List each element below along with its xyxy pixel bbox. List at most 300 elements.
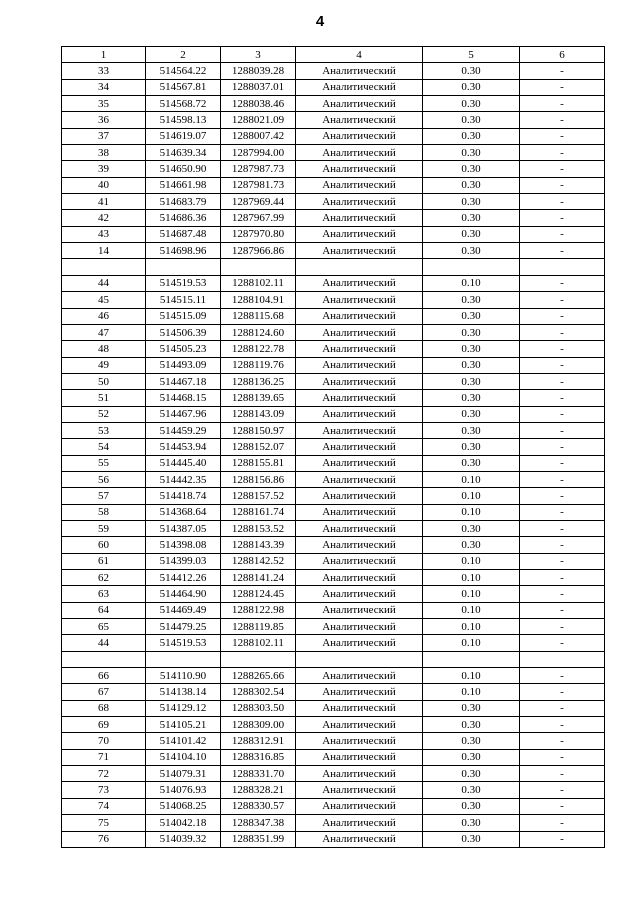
method-cell: Аналитический [296, 504, 423, 520]
y-coordinate-cell: 1288152.07 [221, 439, 296, 455]
y-coordinate-cell: 1288102.11 [221, 635, 296, 651]
accuracy-cell: 0.10 [423, 275, 520, 291]
accuracy-cell: 0.10 [423, 619, 520, 635]
accuracy-cell: 0.30 [423, 406, 520, 422]
column-header: 6 [520, 47, 605, 63]
accuracy-cell: 0.10 [423, 570, 520, 586]
x-coordinate-cell: 514567.81 [146, 79, 221, 95]
column-header: 4 [296, 47, 423, 63]
y-coordinate-cell: 1288157.52 [221, 488, 296, 504]
y-coordinate-cell: 1288331.70 [221, 766, 296, 782]
accuracy-cell [423, 259, 520, 275]
point-number-cell: 14 [62, 243, 146, 259]
column-header: 1 [62, 47, 146, 63]
method-cell: Аналитический [296, 128, 423, 144]
point-number-cell: 47 [62, 324, 146, 340]
method-cell: Аналитический [296, 63, 423, 79]
point-number-cell: 58 [62, 504, 146, 520]
x-coordinate-cell: 514619.07 [146, 128, 221, 144]
point-number-cell [62, 651, 146, 667]
note-cell: - [520, 798, 605, 814]
table-row [62, 602, 605, 618]
accuracy-cell: 0.30 [423, 112, 520, 128]
method-cell: Аналитический [296, 324, 423, 340]
point-number-cell: 49 [62, 357, 146, 373]
table-row [62, 210, 605, 226]
x-coordinate-cell [146, 259, 221, 275]
y-coordinate-cell: 1288312.91 [221, 733, 296, 749]
x-coordinate-cell: 514468.15 [146, 390, 221, 406]
table-row [62, 798, 605, 814]
method-cell: Аналитический [296, 668, 423, 684]
point-number-cell: 60 [62, 537, 146, 553]
table-row [62, 815, 605, 831]
table-row [62, 684, 605, 700]
accuracy-cell: 0.30 [423, 439, 520, 455]
note-cell: - [520, 324, 605, 340]
method-cell: Аналитический [296, 341, 423, 357]
method-cell: Аналитический [296, 177, 423, 193]
x-coordinate-cell: 514459.29 [146, 422, 221, 438]
method-cell: Аналитический [296, 553, 423, 569]
method-cell: Аналитический [296, 782, 423, 798]
y-coordinate-cell: 1288156.86 [221, 471, 296, 487]
table-row [62, 422, 605, 438]
accuracy-cell: 0.10 [423, 602, 520, 618]
point-number-cell: 39 [62, 161, 146, 177]
x-coordinate-cell: 514650.90 [146, 161, 221, 177]
accuracy-cell: 0.30 [423, 324, 520, 340]
note-cell: - [520, 63, 605, 79]
table-row [62, 79, 605, 95]
x-coordinate-cell: 514598.13 [146, 112, 221, 128]
table-row [62, 341, 605, 357]
note-cell: - [520, 668, 605, 684]
accuracy-cell: 0.30 [423, 341, 520, 357]
table-row [62, 194, 605, 210]
x-coordinate-cell: 514442.35 [146, 471, 221, 487]
note-cell: - [520, 717, 605, 733]
x-coordinate-cell: 514505.23 [146, 341, 221, 357]
accuracy-cell: 0.30 [423, 357, 520, 373]
point-number-cell: 44 [62, 635, 146, 651]
y-coordinate-cell: 1288141.24 [221, 570, 296, 586]
accuracy-cell: 0.10 [423, 668, 520, 684]
point-number-cell: 46 [62, 308, 146, 324]
table-row [62, 471, 605, 487]
y-coordinate-cell: 1287966.86 [221, 243, 296, 259]
x-coordinate-cell: 514661.98 [146, 177, 221, 193]
page-number: 4 [315, 13, 325, 30]
y-coordinate-cell: 1288328.21 [221, 782, 296, 798]
point-number-cell: 38 [62, 145, 146, 161]
table-row [62, 570, 605, 586]
y-coordinate-cell: 1288122.78 [221, 341, 296, 357]
x-coordinate-cell: 514368.64 [146, 504, 221, 520]
note-cell: - [520, 782, 605, 798]
method-cell: Аналитический [296, 422, 423, 438]
accuracy-cell: 0.30 [423, 226, 520, 242]
accuracy-cell: 0.30 [423, 717, 520, 733]
table-row [62, 782, 605, 798]
note-cell: - [520, 79, 605, 95]
method-cell: Аналитический [296, 194, 423, 210]
table-row [62, 504, 605, 520]
y-coordinate-cell: 1288265.66 [221, 668, 296, 684]
method-cell [296, 651, 423, 667]
table-row [62, 390, 605, 406]
y-coordinate-cell [221, 259, 296, 275]
note-cell: - [520, 749, 605, 765]
method-cell: Аналитический [296, 210, 423, 226]
note-cell: - [520, 406, 605, 422]
accuracy-cell [423, 651, 520, 667]
table-row [62, 488, 605, 504]
note-cell: - [520, 243, 605, 259]
point-number-cell: 64 [62, 602, 146, 618]
x-coordinate-cell [146, 651, 221, 667]
point-number-cell: 44 [62, 275, 146, 291]
accuracy-cell: 0.10 [423, 504, 520, 520]
note-cell [520, 651, 605, 667]
method-cell: Аналитический [296, 292, 423, 308]
method-cell: Аналитический [296, 815, 423, 831]
table-row [62, 439, 605, 455]
accuracy-cell: 0.10 [423, 684, 520, 700]
table-row [62, 553, 605, 569]
table-row [62, 668, 605, 684]
point-number-cell: 71 [62, 749, 146, 765]
point-number-cell: 36 [62, 112, 146, 128]
method-cell: Аналитический [296, 602, 423, 618]
x-coordinate-cell: 514079.31 [146, 766, 221, 782]
y-coordinate-cell: 1288153.52 [221, 520, 296, 536]
note-cell: - [520, 422, 605, 438]
x-coordinate-cell: 514515.09 [146, 308, 221, 324]
y-coordinate-cell: 1288139.65 [221, 390, 296, 406]
point-number-cell: 34 [62, 79, 146, 95]
table-row [62, 63, 605, 79]
accuracy-cell: 0.30 [423, 520, 520, 536]
accuracy-cell: 0.30 [423, 782, 520, 798]
table-row [62, 161, 605, 177]
y-coordinate-cell: 1288102.11 [221, 275, 296, 291]
method-cell: Аналитический [296, 161, 423, 177]
table-row [62, 455, 605, 471]
y-coordinate-cell: 1288119.85 [221, 619, 296, 635]
y-coordinate-cell: 1288309.00 [221, 717, 296, 733]
note-cell: - [520, 537, 605, 553]
accuracy-cell: 0.30 [423, 243, 520, 259]
accuracy-cell: 0.30 [423, 210, 520, 226]
note-cell: - [520, 520, 605, 536]
note-cell: - [520, 341, 605, 357]
x-coordinate-cell: 514129.12 [146, 700, 221, 716]
y-coordinate-cell: 1288302.54 [221, 684, 296, 700]
method-cell: Аналитический [296, 373, 423, 389]
table-row [62, 733, 605, 749]
accuracy-cell: 0.30 [423, 390, 520, 406]
x-coordinate-cell: 514387.05 [146, 520, 221, 536]
method-cell: Аналитический [296, 357, 423, 373]
point-number-cell: 57 [62, 488, 146, 504]
note-cell: - [520, 308, 605, 324]
accuracy-cell: 0.30 [423, 455, 520, 471]
accuracy-cell: 0.30 [423, 145, 520, 161]
point-number-cell: 35 [62, 96, 146, 112]
x-coordinate-cell: 514698.96 [146, 243, 221, 259]
accuracy-cell: 0.30 [423, 194, 520, 210]
x-coordinate-cell: 514506.39 [146, 324, 221, 340]
accuracy-cell: 0.10 [423, 586, 520, 602]
point-number-cell: 48 [62, 341, 146, 357]
point-number-cell: 56 [62, 471, 146, 487]
x-coordinate-cell: 514398.08 [146, 537, 221, 553]
point-number-cell: 63 [62, 586, 146, 602]
x-coordinate-cell: 514564.22 [146, 63, 221, 79]
table-row [62, 520, 605, 536]
point-number-cell: 68 [62, 700, 146, 716]
note-cell: - [520, 586, 605, 602]
method-cell: Аналитический [296, 700, 423, 716]
table-body [62, 63, 605, 848]
table-row [62, 96, 605, 112]
point-number-cell: 41 [62, 194, 146, 210]
y-coordinate-cell: 1288038.46 [221, 96, 296, 112]
method-cell: Аналитический [296, 586, 423, 602]
x-coordinate-cell: 514418.74 [146, 488, 221, 504]
method-cell: Аналитический [296, 471, 423, 487]
point-number-cell: 76 [62, 831, 146, 847]
accuracy-cell: 0.10 [423, 553, 520, 569]
point-number-cell: 74 [62, 798, 146, 814]
table-row [62, 537, 605, 553]
column-header: 3 [221, 47, 296, 63]
y-coordinate-cell: 1287987.73 [221, 161, 296, 177]
table-row [62, 766, 605, 782]
y-coordinate-cell: 1288124.60 [221, 324, 296, 340]
y-coordinate-cell: 1287981.73 [221, 177, 296, 193]
accuracy-cell: 0.30 [423, 292, 520, 308]
y-coordinate-cell: 1288351.99 [221, 831, 296, 847]
x-coordinate-cell: 514467.18 [146, 373, 221, 389]
y-coordinate-cell: 1288122.98 [221, 602, 296, 618]
y-coordinate-cell: 1288161.74 [221, 504, 296, 520]
y-coordinate-cell: 1288037.01 [221, 79, 296, 95]
column-header: 2 [146, 47, 221, 63]
point-number-cell: 61 [62, 553, 146, 569]
point-number-cell: 72 [62, 766, 146, 782]
method-cell: Аналитический [296, 243, 423, 259]
accuracy-cell: 0.30 [423, 749, 520, 765]
table-row [62, 373, 605, 389]
y-coordinate-cell: 1288316.85 [221, 749, 296, 765]
point-number-cell: 59 [62, 520, 146, 536]
x-coordinate-cell: 514519.53 [146, 275, 221, 291]
note-cell: - [520, 570, 605, 586]
accuracy-cell: 0.30 [423, 733, 520, 749]
x-coordinate-cell: 514042.18 [146, 815, 221, 831]
note-cell: - [520, 112, 605, 128]
note-cell: - [520, 831, 605, 847]
x-coordinate-cell: 514138.14 [146, 684, 221, 700]
x-coordinate-cell: 514683.79 [146, 194, 221, 210]
x-coordinate-cell: 514453.94 [146, 439, 221, 455]
y-coordinate-cell: 1288143.39 [221, 537, 296, 553]
x-coordinate-cell: 514493.09 [146, 357, 221, 373]
x-coordinate-cell: 514687.48 [146, 226, 221, 242]
y-coordinate-cell: 1288039.28 [221, 63, 296, 79]
accuracy-cell: 0.30 [423, 373, 520, 389]
table-row [62, 586, 605, 602]
y-coordinate-cell: 1288143.09 [221, 406, 296, 422]
note-cell: - [520, 471, 605, 487]
x-coordinate-cell: 514039.32 [146, 831, 221, 847]
x-coordinate-cell: 514445.40 [146, 455, 221, 471]
note-cell: - [520, 733, 605, 749]
x-coordinate-cell: 514519.53 [146, 635, 221, 651]
point-number-cell: 37 [62, 128, 146, 144]
note-cell: - [520, 373, 605, 389]
x-coordinate-cell: 514639.34 [146, 145, 221, 161]
x-coordinate-cell: 514399.03 [146, 553, 221, 569]
x-coordinate-cell: 514068.25 [146, 798, 221, 814]
note-cell: - [520, 684, 605, 700]
point-number-cell: 69 [62, 717, 146, 733]
table-row [62, 406, 605, 422]
point-number-cell [62, 259, 146, 275]
table-row [62, 749, 605, 765]
y-coordinate-cell: 1288021.09 [221, 112, 296, 128]
method-cell: Аналитический [296, 390, 423, 406]
method-cell: Аналитический [296, 749, 423, 765]
y-coordinate-cell: 1288115.68 [221, 308, 296, 324]
x-coordinate-cell: 514464.90 [146, 586, 221, 602]
note-cell: - [520, 161, 605, 177]
method-cell: Аналитический [296, 112, 423, 128]
x-coordinate-cell: 514467.96 [146, 406, 221, 422]
x-coordinate-cell: 514686.36 [146, 210, 221, 226]
note-cell: - [520, 96, 605, 112]
y-coordinate-cell: 1288330.57 [221, 798, 296, 814]
y-coordinate-cell: 1288136.25 [221, 373, 296, 389]
point-number-cell: 42 [62, 210, 146, 226]
column-header: 5 [423, 47, 520, 63]
y-coordinate-cell: 1287970.80 [221, 226, 296, 242]
note-cell: - [520, 292, 605, 308]
method-cell: Аналитический [296, 570, 423, 586]
point-number-cell: 62 [62, 570, 146, 586]
method-cell: Аналитический [296, 831, 423, 847]
note-cell: - [520, 455, 605, 471]
method-cell: Аналитический [296, 488, 423, 504]
point-number-cell: 67 [62, 684, 146, 700]
point-number-cell: 70 [62, 733, 146, 749]
y-coordinate-cell: 1287967.99 [221, 210, 296, 226]
point-number-cell: 52 [62, 406, 146, 422]
table-header-row [62, 47, 605, 63]
x-coordinate-cell: 514110.90 [146, 668, 221, 684]
accuracy-cell: 0.30 [423, 63, 520, 79]
table-row [62, 717, 605, 733]
y-coordinate-cell: 1288124.45 [221, 586, 296, 602]
accuracy-cell: 0.30 [423, 537, 520, 553]
accuracy-cell: 0.30 [423, 815, 520, 831]
table-row [62, 128, 605, 144]
method-cell: Аналитический [296, 766, 423, 782]
point-number-cell: 50 [62, 373, 146, 389]
table-row [62, 700, 605, 716]
table-row [62, 112, 605, 128]
accuracy-cell: 0.30 [423, 308, 520, 324]
x-coordinate-cell: 514469.49 [146, 602, 221, 618]
table-row [62, 259, 605, 275]
note-cell: - [520, 439, 605, 455]
table-row [62, 292, 605, 308]
table-row [62, 243, 605, 259]
point-number-cell: 54 [62, 439, 146, 455]
accuracy-cell: 0.30 [423, 831, 520, 847]
table-row [62, 308, 605, 324]
y-coordinate-cell: 1287994.00 [221, 145, 296, 161]
x-coordinate-cell: 514076.93 [146, 782, 221, 798]
note-cell: - [520, 700, 605, 716]
y-coordinate-cell: 1287969.44 [221, 194, 296, 210]
point-number-cell: 55 [62, 455, 146, 471]
method-cell: Аналитический [296, 96, 423, 112]
method-cell: Аналитический [296, 537, 423, 553]
y-coordinate-cell: 1288119.76 [221, 357, 296, 373]
note-cell: - [520, 504, 605, 520]
y-coordinate-cell: 1288303.50 [221, 700, 296, 716]
note-cell: - [520, 635, 605, 651]
accuracy-cell: 0.30 [423, 798, 520, 814]
point-number-cell: 45 [62, 292, 146, 308]
note-cell: - [520, 194, 605, 210]
note-cell [520, 259, 605, 275]
y-coordinate-cell: 1288104.91 [221, 292, 296, 308]
y-coordinate-cell: 1288155.81 [221, 455, 296, 471]
table-row [62, 651, 605, 667]
table-row [62, 619, 605, 635]
method-cell: Аналитический [296, 145, 423, 161]
method-cell: Аналитический [296, 79, 423, 95]
x-coordinate-cell: 514412.26 [146, 570, 221, 586]
y-coordinate-cell: 1288007.42 [221, 128, 296, 144]
accuracy-cell: 0.30 [423, 128, 520, 144]
accuracy-cell: 0.30 [423, 177, 520, 193]
method-cell: Аналитический [296, 226, 423, 242]
note-cell: - [520, 553, 605, 569]
method-cell: Аналитический [296, 308, 423, 324]
point-number-cell: 51 [62, 390, 146, 406]
x-coordinate-cell: 514479.25 [146, 619, 221, 635]
note-cell: - [520, 275, 605, 291]
table-row [62, 145, 605, 161]
table-row [62, 324, 605, 340]
x-coordinate-cell: 514101.42 [146, 733, 221, 749]
point-number-cell: 73 [62, 782, 146, 798]
x-coordinate-cell: 514568.72 [146, 96, 221, 112]
note-cell: - [520, 602, 605, 618]
y-coordinate-cell [221, 651, 296, 667]
x-coordinate-cell: 514515.11 [146, 292, 221, 308]
point-number-cell: 40 [62, 177, 146, 193]
accuracy-cell: 0.10 [423, 488, 520, 504]
note-cell: - [520, 128, 605, 144]
table-row [62, 357, 605, 373]
accuracy-cell: 0.30 [423, 700, 520, 716]
